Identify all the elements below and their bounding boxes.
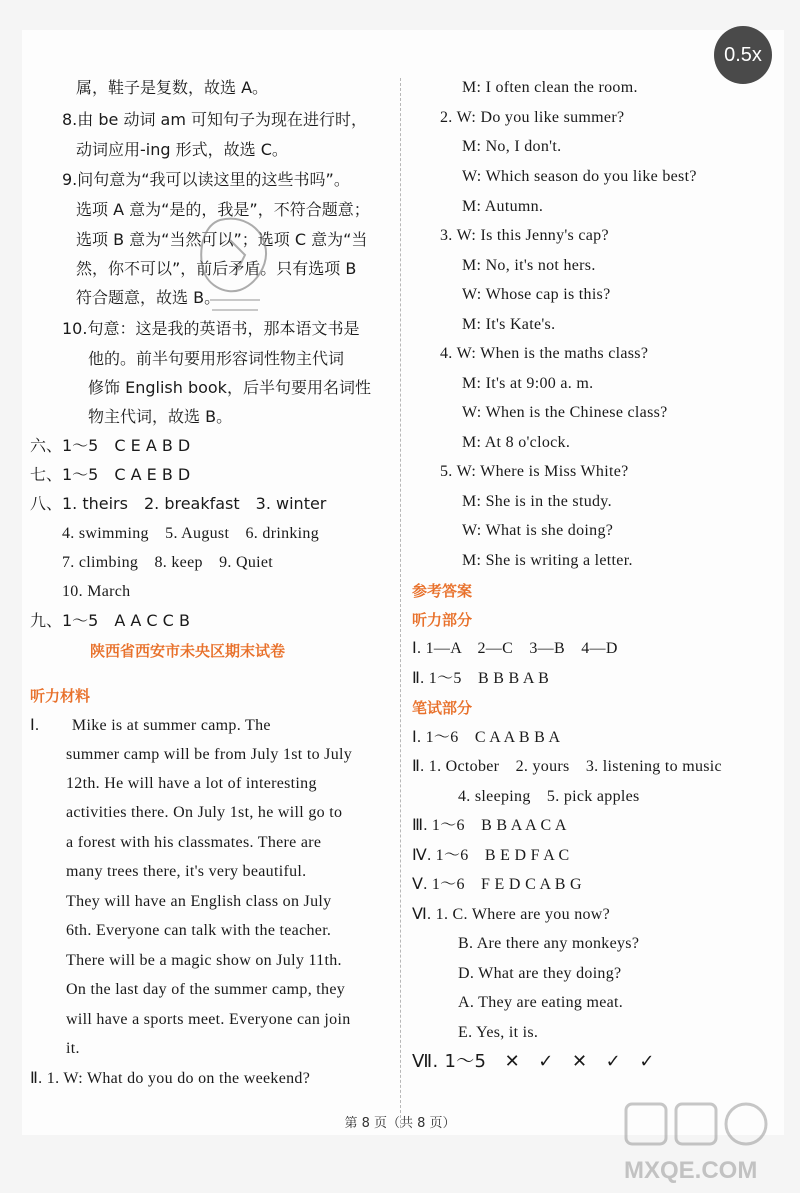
dialogue-line: W: Whose cap is this?	[462, 286, 611, 303]
writing-part-heading: 笔试部分	[412, 699, 473, 717]
text-line: 10.句意：这是我的英语书，那本语文书是	[62, 319, 360, 338]
dialogue-line: M: She is in the study.	[462, 493, 612, 510]
passage-line: 12th. He will have a lot of interesting	[66, 775, 317, 792]
passage-line: On the last day of the summer camp, they	[66, 981, 346, 998]
text-line: 然，你不可以”，前后矛盾。只有选项 B	[76, 259, 357, 278]
text-line: 9.问句意为“我可以读这里的这些书吗”。	[62, 170, 350, 189]
passage-line: Ⅰ. Mike is at summer camp. The	[30, 717, 271, 734]
page-footer: 第 8 页（共 8 页）	[344, 1116, 456, 1131]
section-title: 陕西省西安市未央区期末试卷	[90, 642, 286, 660]
playback-speed-button[interactable]: 0.5x	[714, 26, 772, 84]
answer-line: Ⅴ. 1～6 F E D C A B G	[412, 876, 582, 893]
text-line: 修饰 English book，后半句要用名词性	[88, 378, 371, 397]
answer-line: 八、1. theirs 2. breakfast 3. winter	[30, 494, 327, 513]
passage-line: it.	[66, 1040, 80, 1057]
text-line: 选项 B 意为“当然可以”；选项 C 意为“当	[76, 230, 368, 249]
answer-line: Ⅱ. 1. October 2. yours 3. listening to music	[412, 758, 722, 775]
text-line: 动词应用-ing 形式，故选 C。	[76, 140, 288, 159]
watermark-logo	[618, 1098, 778, 1188]
answer-line: Ⅰ. 1—A 2—C 3—B 4—D	[412, 640, 618, 657]
passage-line: activities there. On July 1st, he will go to	[66, 804, 343, 821]
watermark-text: MXQE.COM	[624, 1157, 758, 1184]
answer-line: Ⅵ. 1. C. Where are you now?	[412, 906, 611, 923]
text-line: 属，鞋子是复数，故选 A。	[76, 78, 269, 97]
answer-line: 10. March	[62, 583, 131, 600]
passage-line: will have a sports meet. Everyone can join	[66, 1011, 351, 1028]
passage-line: 6th. Everyone can talk with the teacher.	[66, 922, 332, 939]
document-page	[22, 30, 784, 1135]
passage-line: summer camp will be from July 1st to July	[66, 746, 353, 763]
answer-line: Ⅳ. 1～6 B E D F A C	[412, 847, 570, 864]
answer-line: 4. sleeping 5. pick apples	[458, 788, 640, 805]
answer-line: 六、1～5 C E A B D	[30, 436, 191, 455]
answer-line: 九、1～5 A A C C B	[30, 611, 190, 630]
dialogue-line: 4. W: When is the maths class?	[440, 345, 649, 362]
answer-key-heading: 参考答案	[412, 582, 473, 600]
text-line: 选项 A 意为“是的，我是”，不符合题意；	[76, 200, 370, 219]
answer-line: Ⅲ. 1～6 B B A A C A	[412, 817, 567, 834]
dialogue-line: M: It's Kate's.	[462, 316, 556, 333]
dialogue-line: 5. W: Where is Miss White?	[440, 463, 629, 480]
text-line: 物主代词，故选 B。	[88, 407, 233, 426]
answer-line: Ⅱ. 1～5 B B B A B	[412, 670, 550, 687]
answer-line: Ⅰ. 1～6 C A A B B A	[412, 729, 561, 746]
answer-line: A. They are eating meat.	[458, 994, 624, 1011]
passage-line: a forest with his classmates. There are	[66, 834, 322, 851]
dialogue-line: 3. W: Is this Jenny's cap?	[440, 227, 609, 244]
text-line: 符合题意，故选 B。	[76, 288, 221, 307]
dialogue-line: 2. W: Do you like summer?	[440, 109, 625, 126]
dialogue-line: M: No, it's not hers.	[462, 257, 596, 274]
listening-part-heading: 听力部分	[412, 611, 473, 629]
dialogue-line: M: It's at 9:00 a. m.	[462, 375, 594, 392]
dialogue-line: M: No, I don't.	[462, 138, 562, 155]
dialogue-line: M: At 8 o'clock.	[462, 434, 571, 451]
answer-line: D. What are they doing?	[458, 965, 622, 982]
dialogue-line: W: What is she doing?	[462, 522, 614, 539]
answer-line: 7. climbing 8. keep 9. Quiet	[62, 554, 274, 571]
stamp-icon	[190, 215, 280, 325]
answer-line: 4. swimming 5. August 6. drinking	[62, 525, 320, 542]
text-line: 他的。前半句要用形容词性物主代词	[88, 349, 345, 368]
dialogue-line: W: When is the Chinese class?	[462, 404, 668, 421]
listening-material-heading: 听力材料	[30, 687, 91, 705]
passage-line: They will have an English class on July	[66, 893, 332, 910]
passage-line: many trees there, it's very beautiful.	[66, 863, 307, 880]
passage-line: There will be a magic show on July 11th.	[66, 952, 342, 969]
answer-line: E. Yes, it is.	[458, 1024, 539, 1041]
passage-line: Ⅱ. 1. W: What do you do on the weekend?	[30, 1070, 311, 1087]
dialogue-line: M: She is writing a letter.	[462, 552, 633, 569]
dialogue-line: W: Which season do you like best?	[462, 168, 697, 185]
dialogue-line: M: I often clean the room.	[462, 79, 638, 96]
answer-line: Ⅶ. 1～5 ✕ ✓ ✕ ✓ ✓	[412, 1051, 655, 1072]
answer-line: B. Are there any monkeys?	[458, 935, 640, 952]
dialogue-line: M: Autumn.	[462, 198, 544, 215]
answer-line: 七、1～5 C A E B D	[30, 465, 191, 484]
text-line: 8.由 be 动词 am 可知句子为现在进行时，	[62, 110, 368, 129]
column-divider	[400, 78, 401, 1128]
